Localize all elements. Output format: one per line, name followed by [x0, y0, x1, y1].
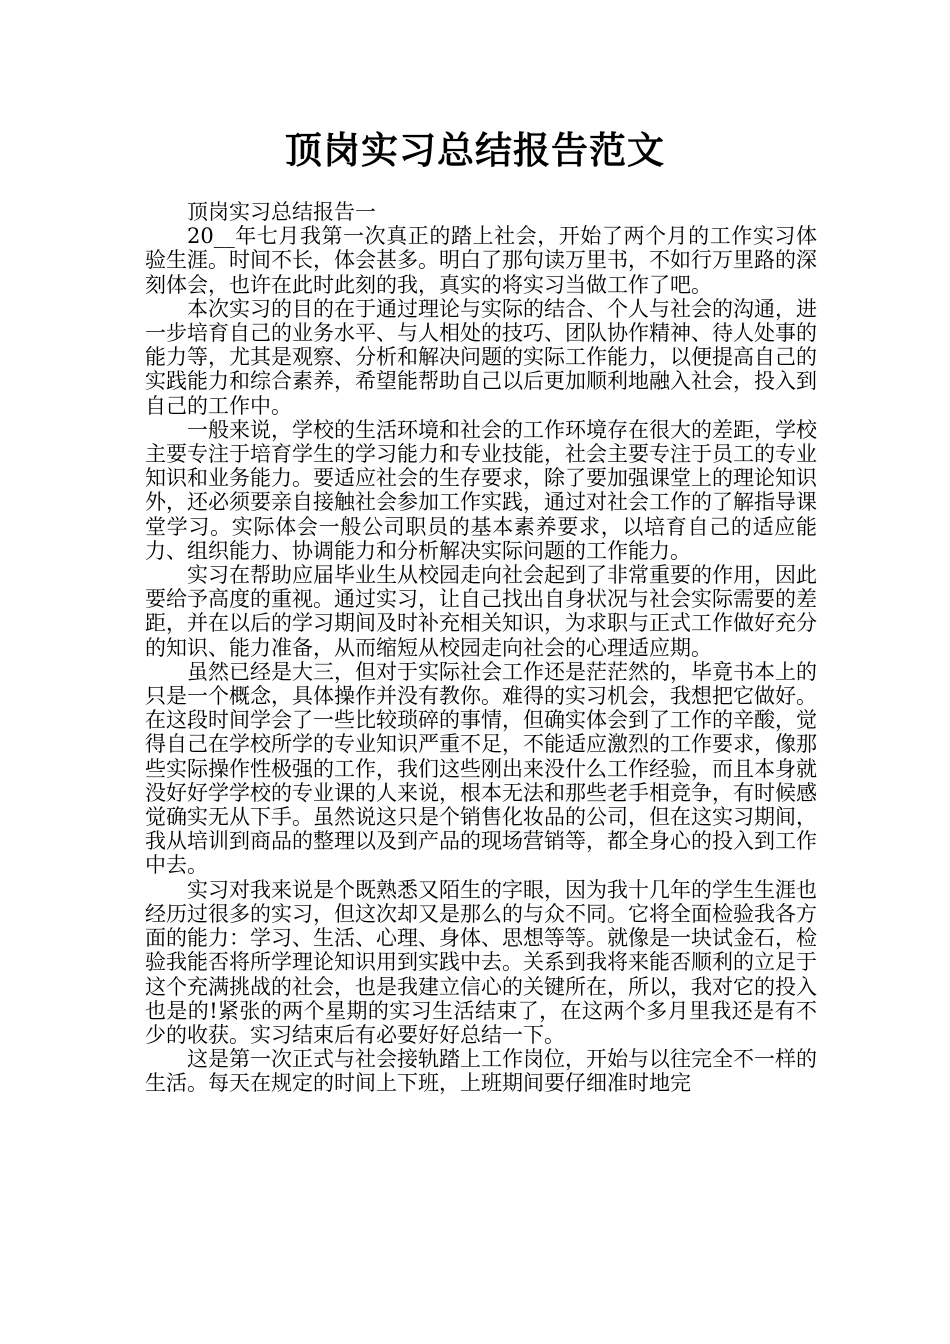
paragraph: 20__年七月我第一次真正的踏上社会，开始了两个月的工作实习体验生涯。时间不长，体会甚多。明白了那句读万里书，不如行万里路的深刻体会，也许在此时此刻的我，真实的将实习当做工作了吧。 [145, 224, 817, 297]
paragraph: 实习对我来说是个既熟悉又陌生的字眼，因为我十几年的学生生涯也经历过很多的实习，但这次却又是那么的与众不同。它将全面检验我各方面的能力：学习、生活、心理、身体、思想等等。就像是一块试金石，检验我能否将所学理论知识用到实践中去。关系到我将来能否顺利的立足于这个充满挑战的社会，也是我建立信心的关键所在，所以，我对它的投入也是的!紧张的两个星期的实习生活结束了，在这两个多月里我还是有不少的收获。实习结束后有必要好好总结一下。 [145, 877, 817, 1047]
document-body [145, 200, 817, 1096]
paragraph: 本次实习的目的在于通过理论与实际的结合、个人与社会的沟通，进一步培育自己的业务水平、与人相处的技巧、团队协作精神、待人处事的能力等，尤其是观察、分析和解决问题的实际工作能力，以便提高自己的实践能力和综合素养，希望能帮助自己以后更加顺利地融入社会，投入到自己的工作中。 [145, 296, 817, 418]
paragraph: 这是第一次正式与社会接轨踏上工作岗位，开始与以往完全不一样的生活。每天在规定的时间上下班，上班期间要仔细准时地完 [145, 1047, 817, 1096]
document-title: 顶岗实习总结报告范文 [285, 129, 665, 172]
paragraph: 实习在帮助应届毕业生从校园走向社会起到了非常重要的作用，因此要给予高度的重视。通过实习，让自己找出自身状况与社会实际需要的差距，并在以后的学习期间及时补充相关知识，为求职与正式工作做好充分的知识、能力准备，从而缩短从校园走向社会的心理适应期。 [145, 563, 817, 660]
paragraph: 虽然已经是大三，但对于实际社会工作还是茫茫然的，毕竟书本上的只是一个概念，具体操作并没有教你。难得的实习机会，我想把它做好。在这段时间学会了一些比较琐碎的事情，但确实体会到了工作的辛酸，觉得自己在学校所学的专业知识严重不足，不能适应激烈的工作要求，像那些实际操作性极强的工作，我们这些刚出来没什么工作经验，而且本身就没好好学学校的专业课的人来说，根本无法和那些老手相竞争，有时候感觉确实无从下手。虽然说这只是个销售化妆品的公司，但在这实习期间，我从培训到商品的整理以及到产品的现场营销等，都全身心的投入到工作中去。 [145, 659, 817, 878]
paragraph: 一般来说，学校的生活环境和社会的工作环境存在很大的差距，学校主要专注于培育学生的学习能力和专业技能，社会主要专注于员工的专业知识和业务能力。要适应社会的生存要求，除了要加强课堂上的理论知识外，还必须要亲自接触社会参加工作实践，通过对社会工作的了解指导课堂学习。实际体会一般公司职员的基本素养要求，以培育自己的适应能力、组织能力、协调能力和分析解决实际问题的工作能力。 [145, 417, 817, 563]
section-heading: 顶岗实习总结报告一 [187, 200, 376, 224]
